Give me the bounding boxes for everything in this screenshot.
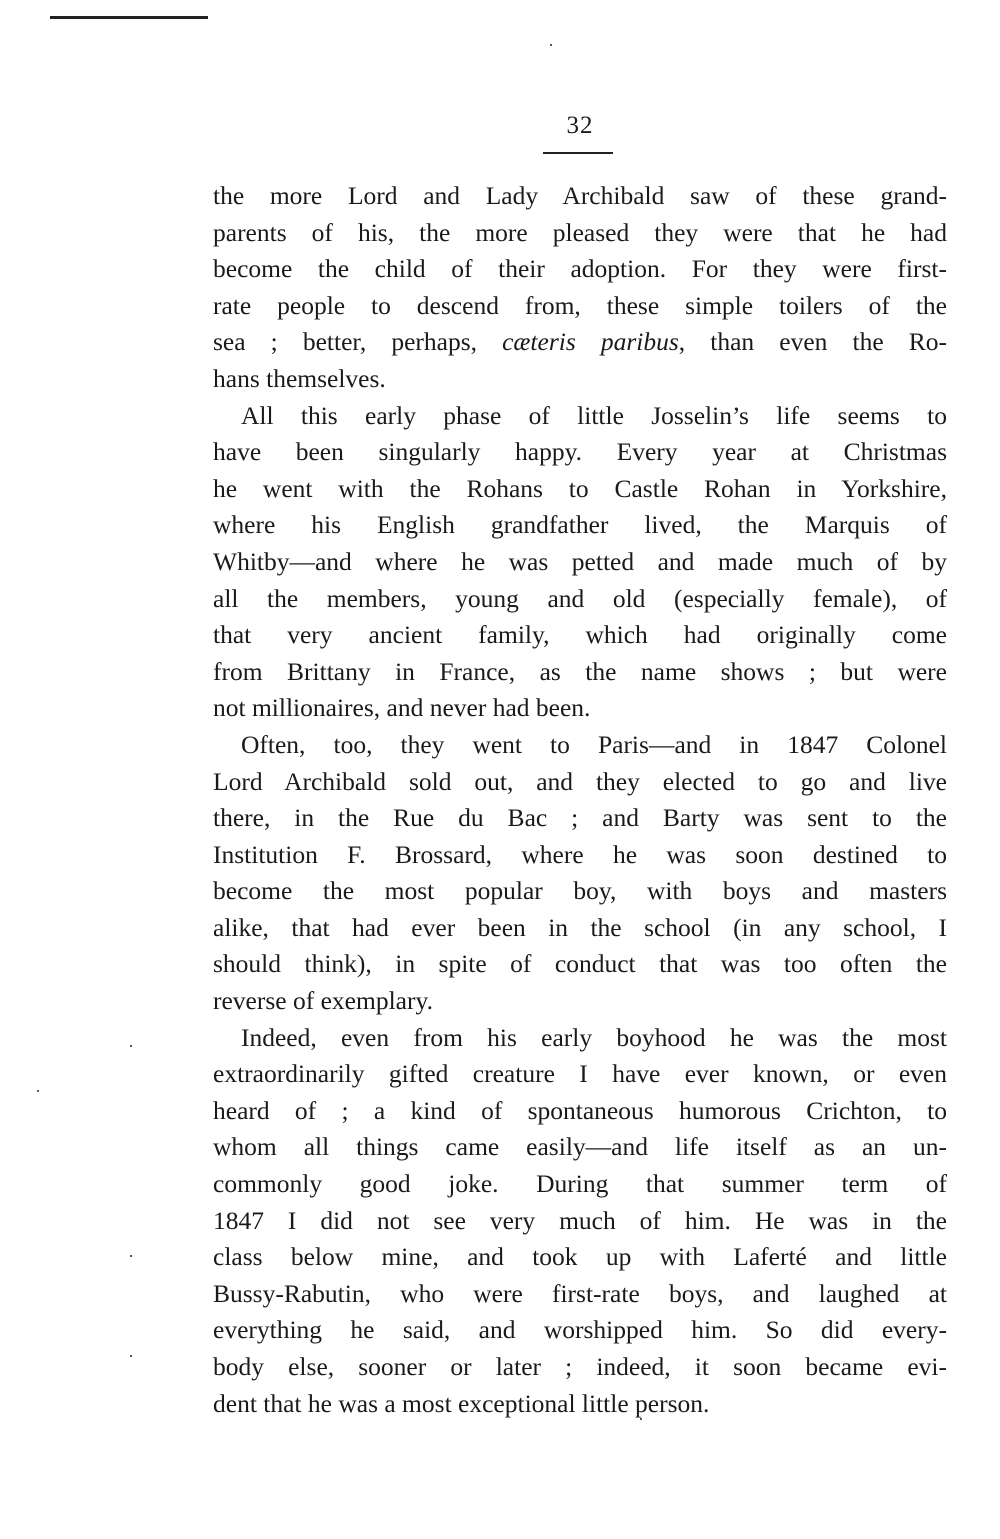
scan-speck (550, 44, 552, 46)
text-line: extraordinarily gifted creature I have ever known, or even (213, 1059, 947, 1089)
italic-phrase: cæteris paribus (502, 327, 679, 357)
text-line: reverse of exemplary. (213, 986, 433, 1016)
text-line: the more Lord and Lady Archibald saw of these grand- (213, 181, 947, 210)
text-line: body else, sooner or later ; indeed, it soon became evi- (213, 1352, 947, 1381)
text-line (213, 324, 947, 361)
text-line: Lord Archibald sold out, and they elected to go and live (213, 766, 947, 796)
text-line: Often, too, they went to Paris—and in 1847 Colonel (241, 729, 947, 759)
scan-speck (37, 1090, 39, 1092)
text-line: become the child of their adoption. For they were first- (213, 254, 947, 284)
text-segment: sea ; better, perhaps, (213, 327, 503, 357)
text-line: there, in the Rue du Bac ; and Barty was sent to the (213, 803, 947, 833)
page-number-underline (543, 152, 613, 154)
scan-speck (640, 1418, 642, 1420)
paragraph-3 (213, 727, 947, 1020)
text-line: from Brittany in France, as the name shows ; but were (213, 656, 947, 686)
scan-speck (130, 1355, 132, 1357)
body-text (213, 178, 947, 1422)
text-line: All this early phase of little Josselin’s life seems to (241, 400, 947, 430)
text-line: not millionaires, and never had been. (213, 693, 591, 723)
top-left-rule (50, 16, 208, 19)
text-line: everything he said, and worshipped him. So did every- (213, 1315, 947, 1345)
text-line: commonly good joke. During that summer term of (213, 1169, 947, 1199)
text-line: class below mine, and took up with Laferté and little (213, 1242, 947, 1272)
text-line: he went with the Rohans to Castle Rohan in Yorkshire, (213, 473, 947, 503)
scan-speck (130, 1255, 132, 1257)
scan-speck (130, 1045, 132, 1047)
text-line: should think), in spite of conduct that was too often the (213, 949, 947, 979)
text-line: alike, that had ever been in the school (in any school, I (213, 912, 947, 942)
text-line: that very ancient family, which had originally come (213, 620, 947, 650)
text-line: parents of his, the more pleased they were that he had (213, 217, 947, 247)
text-line: have been singularly happy. Every year at Christmas (213, 437, 947, 467)
text-line: Indeed, even from his early boyhood he was the most (241, 1022, 947, 1052)
paragraph-2 (213, 398, 947, 727)
text-line: hans themselves. (213, 363, 386, 393)
text-line: 1847 I did not see very much of him. He was in the (213, 1205, 947, 1235)
text-line: all the members, young and old (especially female), of (213, 583, 947, 613)
text-line: heard of ; a kind of spontaneous humorous Crichton, to (213, 1095, 947, 1125)
text-line: Institution F. Brossard, where he was soon destined to (213, 839, 947, 869)
paragraph-1 (213, 178, 947, 398)
text-line: whom all things came easily—and life itself as an un- (213, 1132, 947, 1162)
text-segment: , than even the Ro- (678, 327, 947, 357)
text-line: rate people to descend from, these simple toilers of the (213, 290, 947, 320)
paragraph-4 (213, 1020, 947, 1423)
page-number: 32 (566, 112, 594, 139)
text-line: where his English grandfather lived, the Marquis of (213, 510, 947, 540)
text-line: Whitby—and where he was petted and made much of by (213, 546, 947, 576)
text-line: Bussy-Rabutin, who were first-rate boys, and laughed at (213, 1278, 947, 1308)
text-line: become the most popular boy, with boys and masters (213, 876, 947, 906)
text-line: dent that he was a most exceptional little person. (213, 1388, 710, 1418)
